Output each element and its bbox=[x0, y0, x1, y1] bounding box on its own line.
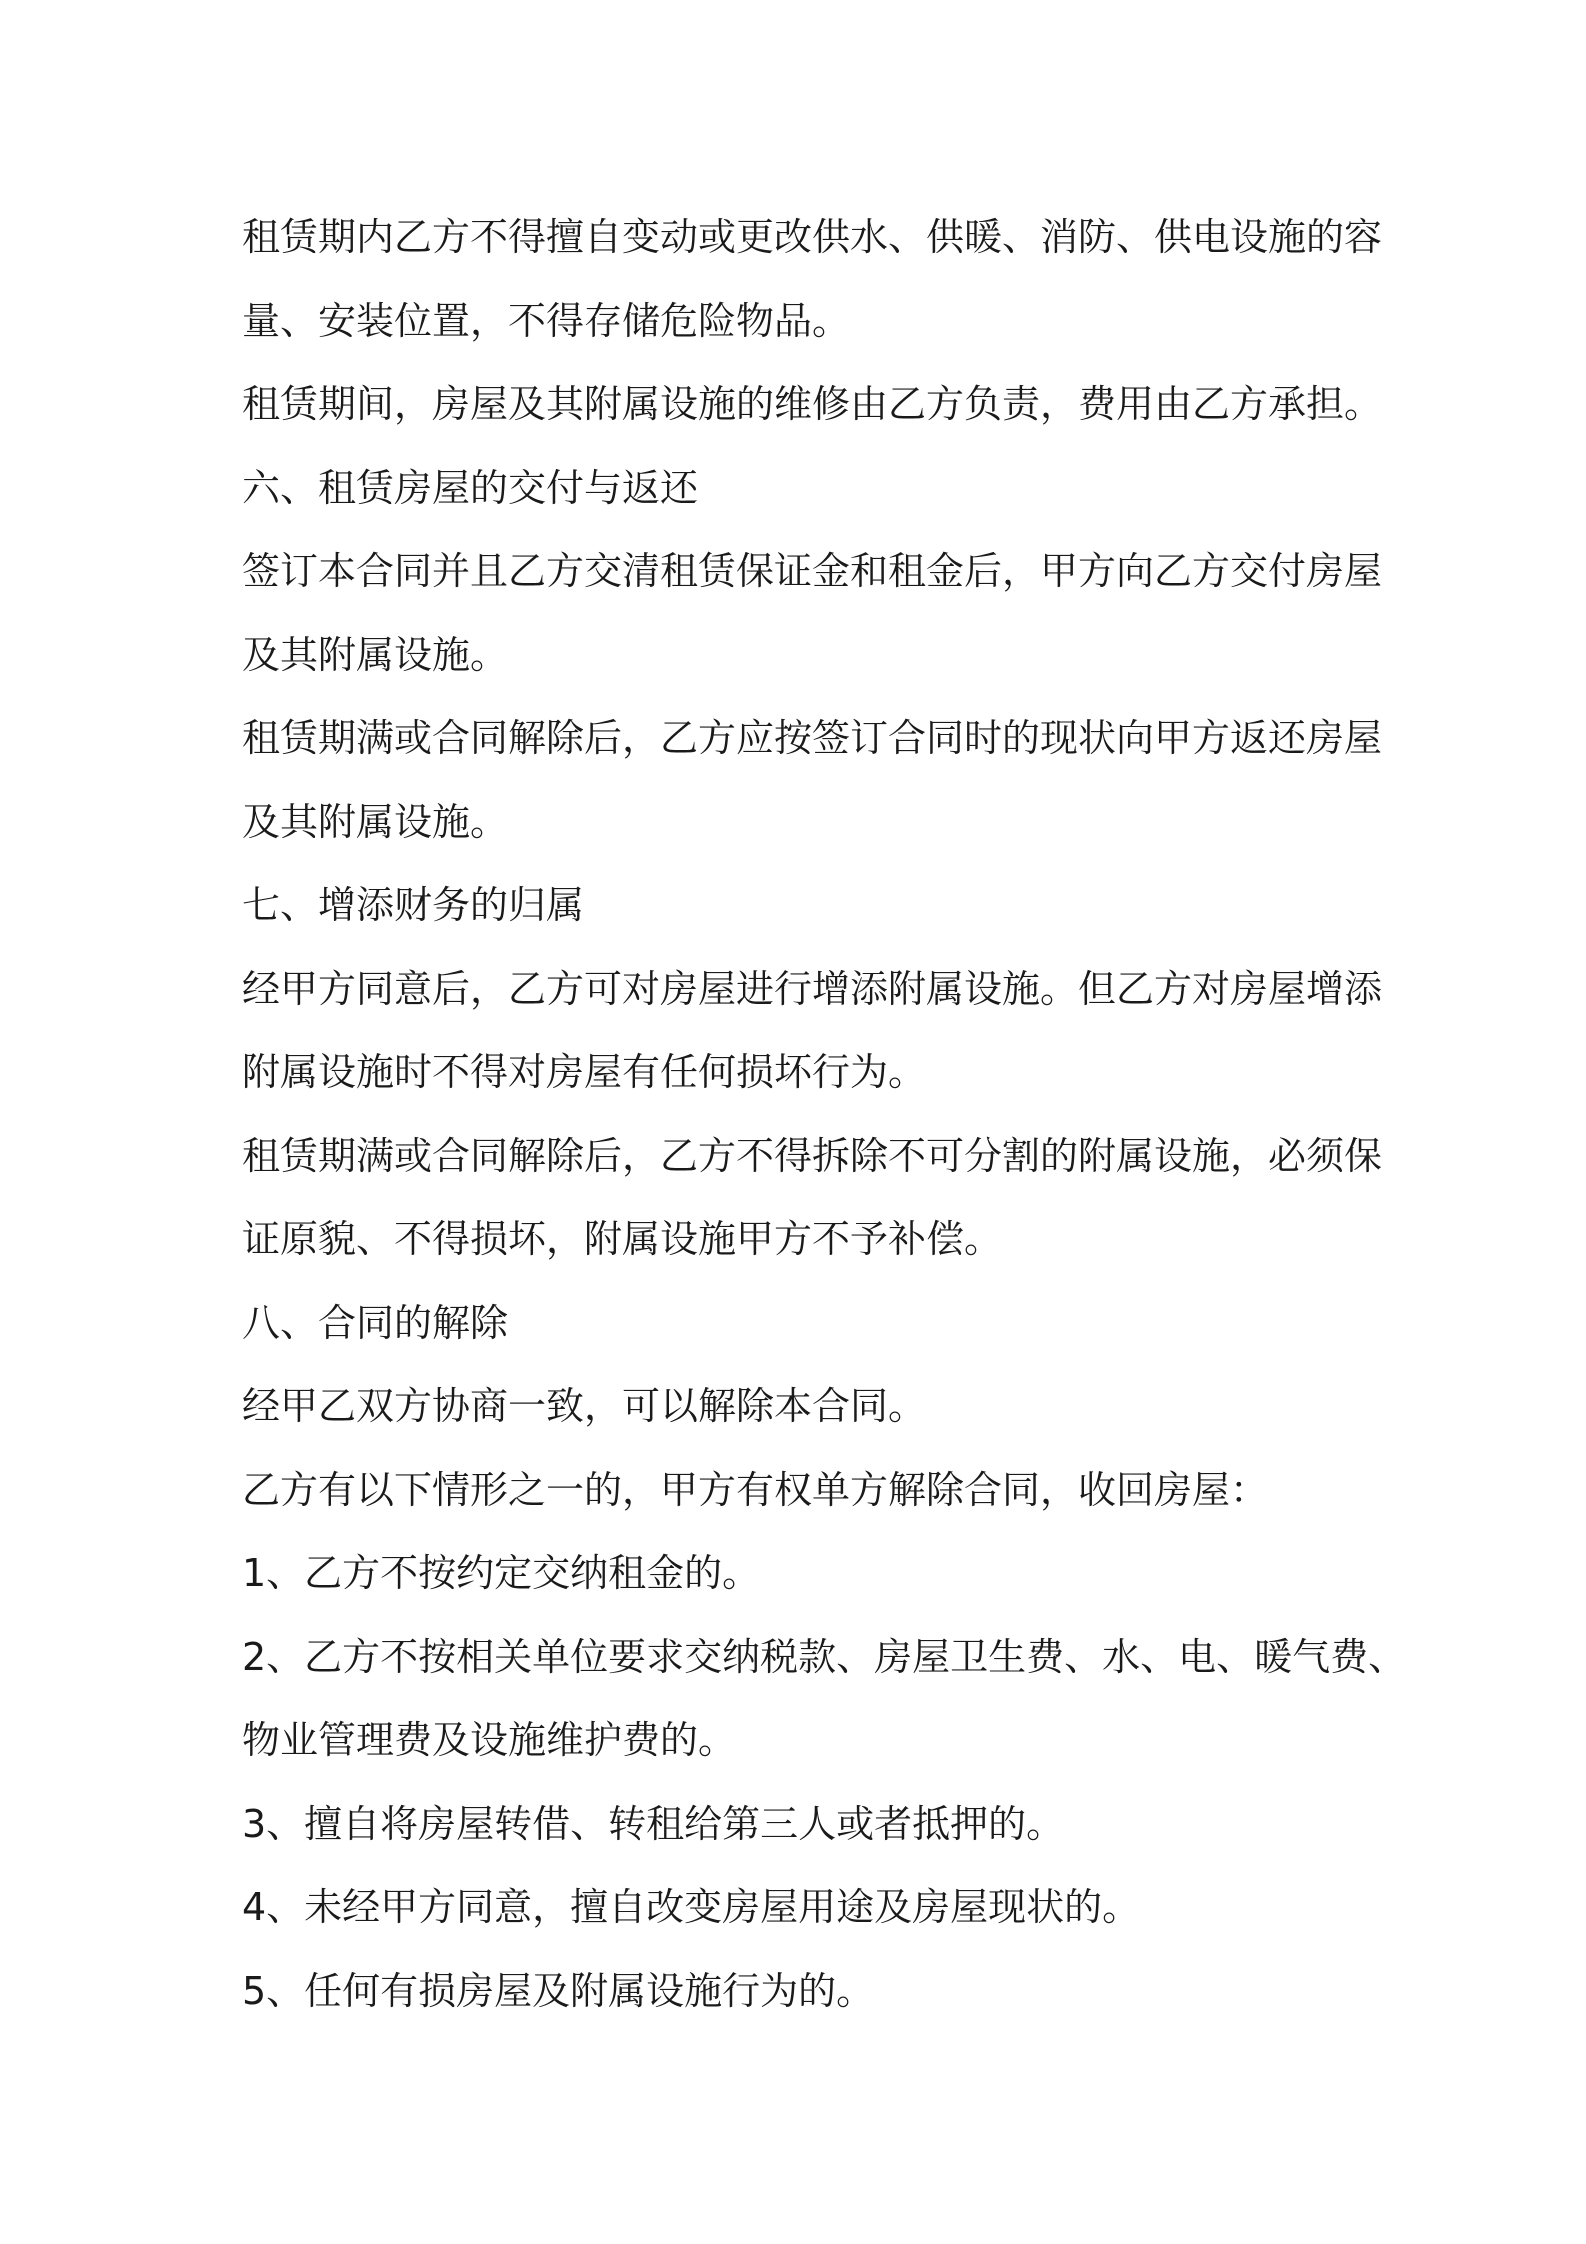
text-line: 租赁期间，房屋及其附属设施的维修由乙方负责，费用由乙方承担。 bbox=[242, 382, 1383, 426]
text-line: 租赁期内乙方不得擅自变动或更改供水、供暖、消防、供电设施的容 bbox=[242, 215, 1383, 259]
section-heading: 八、合同的解除 bbox=[242, 1300, 509, 1345]
list-item: 2、乙方不按相关单位要求交纳税款、房屋卫生费、水、电、暖气费、 bbox=[242, 1634, 1407, 1679]
list-item: 4、未经甲方同意，擅自改变房屋用途及房屋现状的。 bbox=[242, 1885, 1141, 1929]
list-item: 1、乙方不按约定交纳租金的。 bbox=[242, 1551, 761, 1595]
section-heading: 六、租赁房屋的交付与返还 bbox=[242, 465, 699, 510]
document-body bbox=[242, 196, 1407, 2033]
text-line: 租赁期满或合同解除后，乙方不得拆除不可分割的附属设施，必须保 bbox=[242, 1133, 1383, 1178]
text-line: 经甲乙双方协商一致，可以解除本合同。 bbox=[242, 1384, 927, 1428]
text-line: 及其附属设施。 bbox=[242, 632, 509, 677]
text-line: 及其附属设施。 bbox=[242, 799, 509, 844]
text-line: 量、安装位置，不得存储危险物品。 bbox=[242, 298, 851, 343]
text-line: 经甲方同意后，乙方可对房屋进行增添附属设施。但乙方对房屋增添 bbox=[242, 966, 1383, 1011]
text-line: 签订本合同并且乙方交清租赁保证金和租金后，甲方向乙方交付房屋 bbox=[242, 549, 1383, 593]
list-item: 5、任何有损房屋及附属设施行为的。 bbox=[242, 1968, 875, 2013]
list-item: 物业管理费及设施维护费的。 bbox=[242, 1718, 737, 1762]
text-line: 乙方有以下情形之一的，甲方有权单方解除合同，收回房屋： bbox=[242, 1467, 1269, 1512]
text-line: 租赁期满或合同解除后，乙方应按签订合同时的现状向甲方返还房屋 bbox=[242, 716, 1383, 760]
text-line: 证原貌、不得损坏，附属设施甲方不予补偿。 bbox=[242, 1217, 1003, 1261]
list-item: 3、擅自将房屋转借、转租给第三人或者抵押的。 bbox=[242, 1801, 1065, 1846]
text-line: 附属设施时不得对房屋有任何损坏行为。 bbox=[242, 1050, 927, 1094]
section-heading: 七、增添财务的归属 bbox=[242, 883, 585, 927]
